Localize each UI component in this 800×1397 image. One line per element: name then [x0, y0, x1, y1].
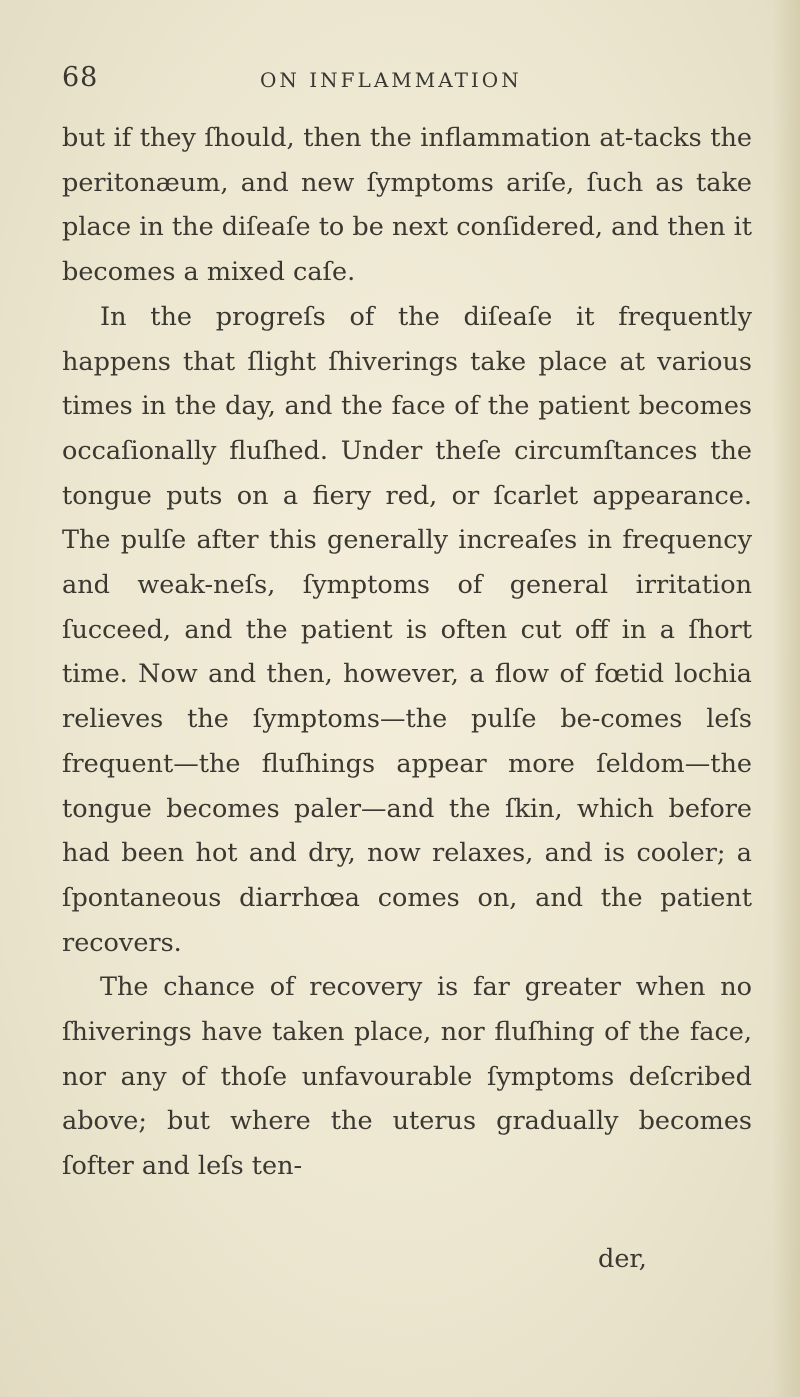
body-text — [62, 116, 752, 1189]
paragraph: In the progreſs of the diſeaſe it frequently happens that ſlight ſhiverings take place at various times in the day, and the face of the patient becomes occaſionally fluſhed. Under theſe circumſtances the tongue puts on a fiery red, or ſcarlet appearance. The pulſe after this generally increaſes in frequency and weak-neſs, ſymptoms of general irritation ſucceed, and the patient is often cut off in a ſhort time. Now and then, however, a flow of fœtid lochia relieves the ſymptoms—the pulſe be-comes leſs frequent—the fluſhings appear more ſeldom—the tongue becomes paler—and the ſkin, which before had been hot and dry, now relaxes, and is cooler; a ſpontaneous diarrhœa comes on, and the patient recovers. — [62, 301, 752, 958]
page-number: 68 — [62, 62, 99, 93]
running-head: ON INFLAMMATION — [260, 68, 522, 92]
page-edge-shadow — [772, 0, 800, 1397]
catchword: der, — [598, 1244, 647, 1274]
paragraph: but if they ſhould, then the inflammation at-tacks the peritonæum, and new ſymptoms ariſe, ſuch as take place in the diſeaſe to be next conſidered, and then it becomes a mixed caſe. — [62, 123, 752, 288]
page-header — [62, 62, 742, 102]
paragraph: The chance of recovery is far greater when no ſhiverings have taken place, nor fluſhing of the face, nor any of thoſe unfavourable ſymptoms deſcribed above; but where the uterus gradually becomes ſofter and leſs ten- — [62, 972, 752, 1182]
